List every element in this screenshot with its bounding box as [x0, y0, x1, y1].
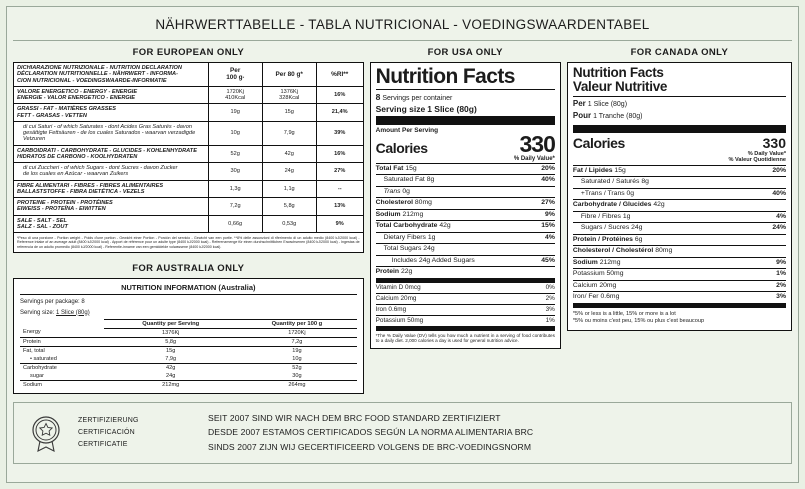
table-row	[14, 198, 364, 216]
usa-vitamin-label: Vitamin D 0mcg	[375, 283, 421, 291]
au-row-serving: 7,9g	[104, 355, 237, 364]
eu-row-per100: 1720Kj 410Kcal	[208, 86, 262, 104]
usa-vitamin-dv: 3%	[545, 305, 555, 313]
canada-title-en: Nutrition Facts	[572, 65, 664, 80]
canada-pour-line	[573, 111, 786, 121]
table-row	[376, 305, 555, 316]
usa-row-label: Total Sugars 24g	[383, 245, 435, 253]
eu-row-label: PROTEINE - PROTEIN - PROTÉINES EIWEISS - PROTEÍNA - EIWITTEN	[14, 198, 209, 216]
eu-header-label: DICHIARAZIONE NUTRIZIONALE - NUTRITION DECLARATION DÉCLARATION NUTRITIONNELLE - NÄHRWERT - INFORMA- CION NUTRICIONAL - VOEDINGSWAARDE-INFORMATIE	[14, 63, 209, 87]
certification-line-es: DESDE 2007 ESTAMOS CERTIFICADOS SEGÚN LA NORMA ALIMENTARIA BRC	[208, 427, 534, 438]
table-row	[573, 235, 786, 246]
australia-servings-value: 8	[81, 299, 85, 306]
table-row	[376, 294, 555, 305]
au-row-label: Sodium	[23, 381, 42, 388]
usa-amount-per-serving: Amount Per Serving	[375, 127, 439, 134]
canada-row-label: Fibre / Fibres 1g	[580, 212, 631, 220]
certification-words	[78, 415, 198, 451]
table-row	[14, 86, 364, 104]
au-row-100g: 1720Kj	[237, 328, 356, 337]
eu-row-label: FIBRE ALIMENTARI - FIBRES - FIBRES ALIMENTAIRES BALLASTSTOFFE - FIBRA DIETÉTICA - VEZELS	[14, 180, 209, 198]
usa-nutrition-facts-panel	[370, 62, 561, 349]
au-row-label: Carbohydrate	[23, 364, 57, 371]
au-row-100g: 19g	[292, 347, 302, 354]
table-row	[573, 189, 786, 200]
eu-header-per80: Per 80 g*	[262, 63, 316, 87]
canada-dv-header	[573, 151, 786, 166]
table-row	[573, 166, 786, 177]
au-row-label: Protein	[20, 337, 104, 346]
au-row-serving: 5,8g	[104, 337, 237, 346]
table-row	[376, 164, 555, 175]
eu-row-per80: 42g	[262, 145, 316, 163]
usa-serving-size-line	[376, 104, 555, 114]
canada-row-label: Cholesterol / Cholestérol 80mg	[572, 247, 673, 255]
usa-row-label: Trans 0g	[383, 187, 410, 195]
eu-row-ri: 16%	[316, 145, 363, 163]
canada-dv-en: % Daily Value*	[747, 150, 786, 157]
canada-row-label: +Trans / Trans 0g	[580, 189, 635, 197]
usa-row-dv: 9%	[545, 210, 555, 218]
australia-panel	[13, 278, 364, 393]
au-row-label: Energy	[20, 328, 104, 337]
australia-serving-size-value: 1 Slice (80g)	[56, 309, 90, 316]
table-row	[376, 221, 555, 232]
certification-word-nl: CERTIFICATIE	[78, 440, 128, 448]
canada-per-label: Per	[572, 99, 586, 109]
table-row	[376, 233, 555, 244]
canada-row-dv: 4%	[776, 212, 786, 220]
table-row	[14, 180, 364, 198]
australia-serving-size-label: Serving size:	[20, 309, 55, 316]
eu-row-ri: 39%	[316, 121, 363, 145]
canada-row-dv: 24%	[772, 224, 786, 232]
table-row	[573, 212, 786, 223]
canada-row-label: Sodium 212mg	[572, 258, 621, 266]
usa-title: Nutrition Facts	[375, 65, 515, 88]
eu-column-heading: FOR EUROPEAN ONLY	[132, 47, 245, 58]
canada-column-heading: FOR CANADA ONLY	[630, 47, 729, 58]
eu-row-ri: --	[316, 180, 363, 198]
australia-header-serving: Quantity per Serving	[104, 319, 237, 328]
canada-row-dv: 9%	[776, 258, 786, 266]
usa-calories-row	[375, 131, 555, 157]
usa-row-label: Sodium 212mg	[375, 210, 424, 218]
eu-table-header-row	[14, 63, 364, 87]
canada-footnote-en: *5% or less is a little, 15% or more is a lot	[572, 310, 676, 317]
eu-row-per80: 1376Kj 328Kcal	[262, 86, 316, 104]
usa-row-label: Total Carbohydrate 42g	[375, 222, 451, 230]
usa-row-label: Dietary Fibers 1g	[383, 233, 436, 241]
canada-row-label: Saturated / Saturés 8g	[580, 178, 649, 186]
canada-row-dv: 1%	[776, 270, 786, 278]
usa-footnote: *The % Daily Value (DV) tells you how much a nutrient in a serving of food contributes to a daily diet. 2,000 calories a day is used for general nutrition advice.	[375, 332, 555, 344]
certification-bar	[13, 402, 792, 464]
canada-row-dv: 2%	[776, 281, 786, 289]
usa-vitamin-dv: 1%	[545, 316, 555, 324]
canada-dv-fr: % Valeur Quotidienne	[728, 157, 786, 164]
eu-row-per100: 10g	[208, 121, 262, 145]
divider-thick	[376, 116, 555, 125]
table-row	[573, 258, 786, 269]
usa-servings-line	[376, 92, 555, 102]
australia-servings-label: Servings per package:	[20, 299, 80, 306]
canada-row-label: Calcium 20mg	[572, 281, 617, 289]
canada-footnote-fr: *5% ou moins c'est peu, 15% ou plus c'est beaucoup	[572, 318, 705, 325]
au-row-serving: 212mg	[162, 381, 180, 388]
eu-row-label: SALE - SALT - SEL SALZ - SAL - ZOUT	[14, 215, 209, 233]
canada-per-line	[573, 99, 786, 109]
canada-calories-value: 330	[762, 134, 786, 151]
usa-calories-value: 330	[519, 131, 555, 157]
eu-row-per80: 5,8g	[262, 198, 316, 216]
panels-row	[13, 47, 792, 394]
table-row	[376, 283, 555, 294]
table-row	[573, 292, 786, 307]
canada-nutrition-facts-panel	[567, 62, 792, 331]
au-row-serving: 24g	[104, 372, 237, 381]
certification-line-de: SEIT 2007 SIND WIR NACH DEM BRC FOOD STANDARD ZERTIFIZIERT	[208, 412, 501, 423]
eu-row-label: di cui Saturi - of which Saturates - dont Acides Gras Saturés - davon gesättigte Fettsäuren - de los cuales Saturados - waarvan verzadigde Vetzuren	[14, 121, 209, 145]
eu-nutrition-table	[13, 62, 364, 233]
table-row	[20, 372, 357, 381]
usa-vitamin-dv: 2%	[545, 294, 555, 302]
usa-vitamin-label: Iron 0.6mg	[375, 305, 407, 313]
table-row	[573, 223, 786, 234]
au-row-serving: 15g	[166, 347, 176, 354]
table-row	[573, 177, 786, 188]
au-row-100g: 264mg	[288, 381, 306, 388]
table-row	[14, 215, 364, 233]
usa-row-label: Saturated Fat 8g	[383, 176, 435, 184]
table-row	[14, 104, 364, 122]
usa-row-dv: 15%	[541, 222, 555, 230]
canada-row-dv: 20%	[772, 166, 786, 174]
eu-footnote: *Peso di una porzione - Portion weight - Poids d'une portion - Gewicht einer Portion - Porción del servicio - Gewicht van een portie. **8% delle assunzioni di riferimento di un adulto medio (8400 kJ/2000 kcal) - Reference intake of an average adult (8400 kJ/2000 kcal) - Apport de référence pour un adulte type (8400 kJ/2000 kcal) - Referenzmenge für einen durchschnittlichen Erwachsenen (8400 kJ/2000 kcal) - Ingestas de referencia de un adulto promedio (8400 kJ/2000 kcal) - Referentie-inname van een gemiddelde volwassene (8400 kJ/2000 kcal).	[13, 233, 364, 253]
australia-table-header-row	[20, 319, 357, 328]
eu-row-ri: 16%	[316, 86, 363, 104]
eu-row-per80: 15g	[262, 104, 316, 122]
canada-row-label: Sugars / Sucres 24g	[580, 224, 643, 232]
australia-table	[20, 319, 357, 389]
canada-row-dv: 3%	[776, 293, 786, 301]
usa-serving-size-label: Serving size	[375, 104, 426, 114]
table-row	[376, 316, 555, 331]
canada-row-label: Potassium 50mg	[572, 270, 624, 278]
australia-header-blank	[20, 319, 104, 328]
table-row	[573, 200, 786, 211]
canada-calories-row	[573, 135, 786, 151]
au-row-label: sugar	[20, 372, 104, 381]
canada-calories-label: Calories	[572, 134, 625, 151]
usa-serving-size-value: 1 Slice (80g)	[427, 104, 477, 114]
canada-title-fr: Valeur Nutritive	[572, 79, 668, 95]
page-title: NÄHRWERTTABELLE - TABLA NUTRICIONAL - VOEDINGSWAARDENTABEL	[13, 11, 792, 41]
eu-row-ri: 9%	[316, 215, 363, 233]
au-row-label: • saturated	[20, 355, 104, 364]
usa-vitamins-block	[376, 283, 555, 331]
table-row	[376, 198, 555, 209]
australia-section	[13, 263, 364, 393]
eu-row-per80: 24g	[262, 163, 316, 181]
canada-pour-label: Pour	[572, 111, 592, 121]
table-row	[376, 175, 555, 186]
eu-header-ri: %RI**	[316, 63, 363, 87]
usa-row-label: Includes 24g Added Sugars	[391, 256, 475, 264]
eu-row-per100: 0,66g	[208, 215, 262, 233]
au-row-label: Fat, total	[23, 347, 45, 354]
usa-row-dv: 45%	[541, 256, 555, 264]
au-row-100g: 30g	[237, 372, 356, 381]
au-row-serving: 42g	[166, 364, 176, 371]
australia-header-100g: Quantity per 100 g	[237, 319, 356, 328]
usa-column	[370, 47, 561, 349]
usa-servings-label: Servings per container	[382, 95, 453, 102]
usa-row-dv: 40%	[541, 176, 555, 184]
certification-line-nl: SINDS 2007 ZIJN WIJ GECERTIFICEERD VOLGENS DE BRC-VOEDINGSNORM	[208, 441, 532, 452]
eu-row-per100: 19g	[208, 104, 262, 122]
usa-vitamin-dv: 0%	[545, 283, 555, 291]
usa-vitamin-label: Potassium 50mg	[375, 316, 424, 324]
table-row	[14, 145, 364, 163]
canada-row-label: Carbohydrate / Glucides 42g	[572, 201, 665, 209]
canada-column	[567, 47, 792, 331]
au-row-100g: 52g	[292, 364, 302, 371]
australia-title: NUTRITION INFORMATION (Australia)	[20, 283, 357, 295]
eu-row-per100: 1,3g	[208, 180, 262, 198]
certification-word-de: ZERTIFIZIERUNG	[78, 416, 139, 424]
usa-dv-header: % Daily Value*	[376, 156, 555, 164]
usa-column-heading: FOR USA ONLY	[427, 47, 503, 58]
eu-header-per100: Per 100 g*	[208, 63, 262, 87]
eu-row-label: VALORE ENERGETICO - ENERGY - ENERGIE ENERGIE - VALOR ENERGETICO - ENERGIE	[14, 86, 209, 104]
canada-row-dv: 40%	[772, 189, 786, 197]
certification-word-es: CERTIFICACIÓN	[78, 428, 135, 436]
usa-row-dv: 4%	[545, 233, 555, 241]
eu-row-ri: 27%	[316, 163, 363, 181]
table-row	[573, 269, 786, 280]
table-row	[20, 363, 357, 372]
usa-row-dv: 20%	[541, 164, 555, 172]
canada-row-label: Fat / Lipides 15g	[572, 166, 626, 174]
table-row	[573, 281, 786, 292]
table-row	[20, 380, 357, 389]
canada-footnote	[573, 308, 786, 326]
eu-row-per80: 1,1g	[262, 180, 316, 198]
table-row	[376, 187, 555, 198]
table-row	[20, 328, 357, 337]
eu-row-label: GRASSI - FAT - MATIÈRES GRASSES FETT - GRASAS - VETTEN	[14, 104, 209, 122]
table-row	[376, 210, 555, 221]
au-row-100g: 10g	[237, 355, 356, 364]
usa-row-label: Protein 22g	[375, 268, 413, 276]
canada-pour-value: 1 Tranche (80g)	[593, 113, 643, 121]
certification-text	[208, 411, 533, 455]
table-row	[376, 244, 555, 255]
canada-row-label: Iron/ Fer 0.6mg	[572, 293, 620, 301]
usa-row-label: Total Fat 15g	[375, 164, 417, 172]
eu-row-ri: 21,4%	[316, 104, 363, 122]
table-row	[573, 246, 786, 257]
divider	[376, 89, 555, 90]
outer-frame	[6, 6, 799, 483]
eu-row-per100: 30g	[208, 163, 262, 181]
australia-serving-size	[20, 309, 357, 317]
eu-row-per100: 52g	[208, 145, 262, 163]
divider-thick	[573, 125, 786, 133]
canada-row-label: Protein / Protéines 6g	[572, 235, 643, 243]
eu-row-ri: 13%	[316, 198, 363, 216]
usa-calories-label: Calories	[375, 139, 428, 156]
usa-row-dv: 27%	[541, 199, 555, 207]
table-row	[20, 355, 357, 364]
table-row	[376, 256, 555, 267]
table-row	[14, 163, 364, 181]
usa-servings-count: 8	[375, 92, 381, 102]
table-row	[376, 267, 555, 282]
au-row-serving: 1376Kj	[104, 328, 237, 337]
australia-column-heading: FOR AUSTRALIA ONLY	[132, 263, 245, 275]
table-row	[20, 346, 357, 355]
eu-row-per100: 7,2g	[208, 198, 262, 216]
table-row	[14, 121, 364, 145]
eu-row-label: di cui Zuccheri - of which Sugars - dont Sucres - davon Zucker de los cuales en Azúcar - waarvan Zuikers	[14, 163, 209, 181]
au-row-100g: 7,2g	[237, 337, 356, 346]
table-row	[20, 337, 357, 346]
usa-vitamin-label: Calcium 20mg	[375, 294, 417, 302]
australia-servings	[20, 298, 357, 306]
eu-row-per80: 0,53g	[262, 215, 316, 233]
eu-row-label: CARBOIDRATI - CARBOHYDRATE - GLUCIDES - KOHLENHYDRATE HIDRATOS DE CARBONO - KOOLHYDRATEN	[14, 145, 209, 163]
usa-row-label: Cholesterol 80mg	[375, 199, 432, 207]
canada-per-value: 1 Slice (80g)	[587, 101, 628, 109]
divider	[573, 96, 786, 97]
certification-badge-icon	[24, 411, 68, 455]
eu-row-per80: 7,9g	[262, 121, 316, 145]
eu-column	[13, 47, 364, 394]
